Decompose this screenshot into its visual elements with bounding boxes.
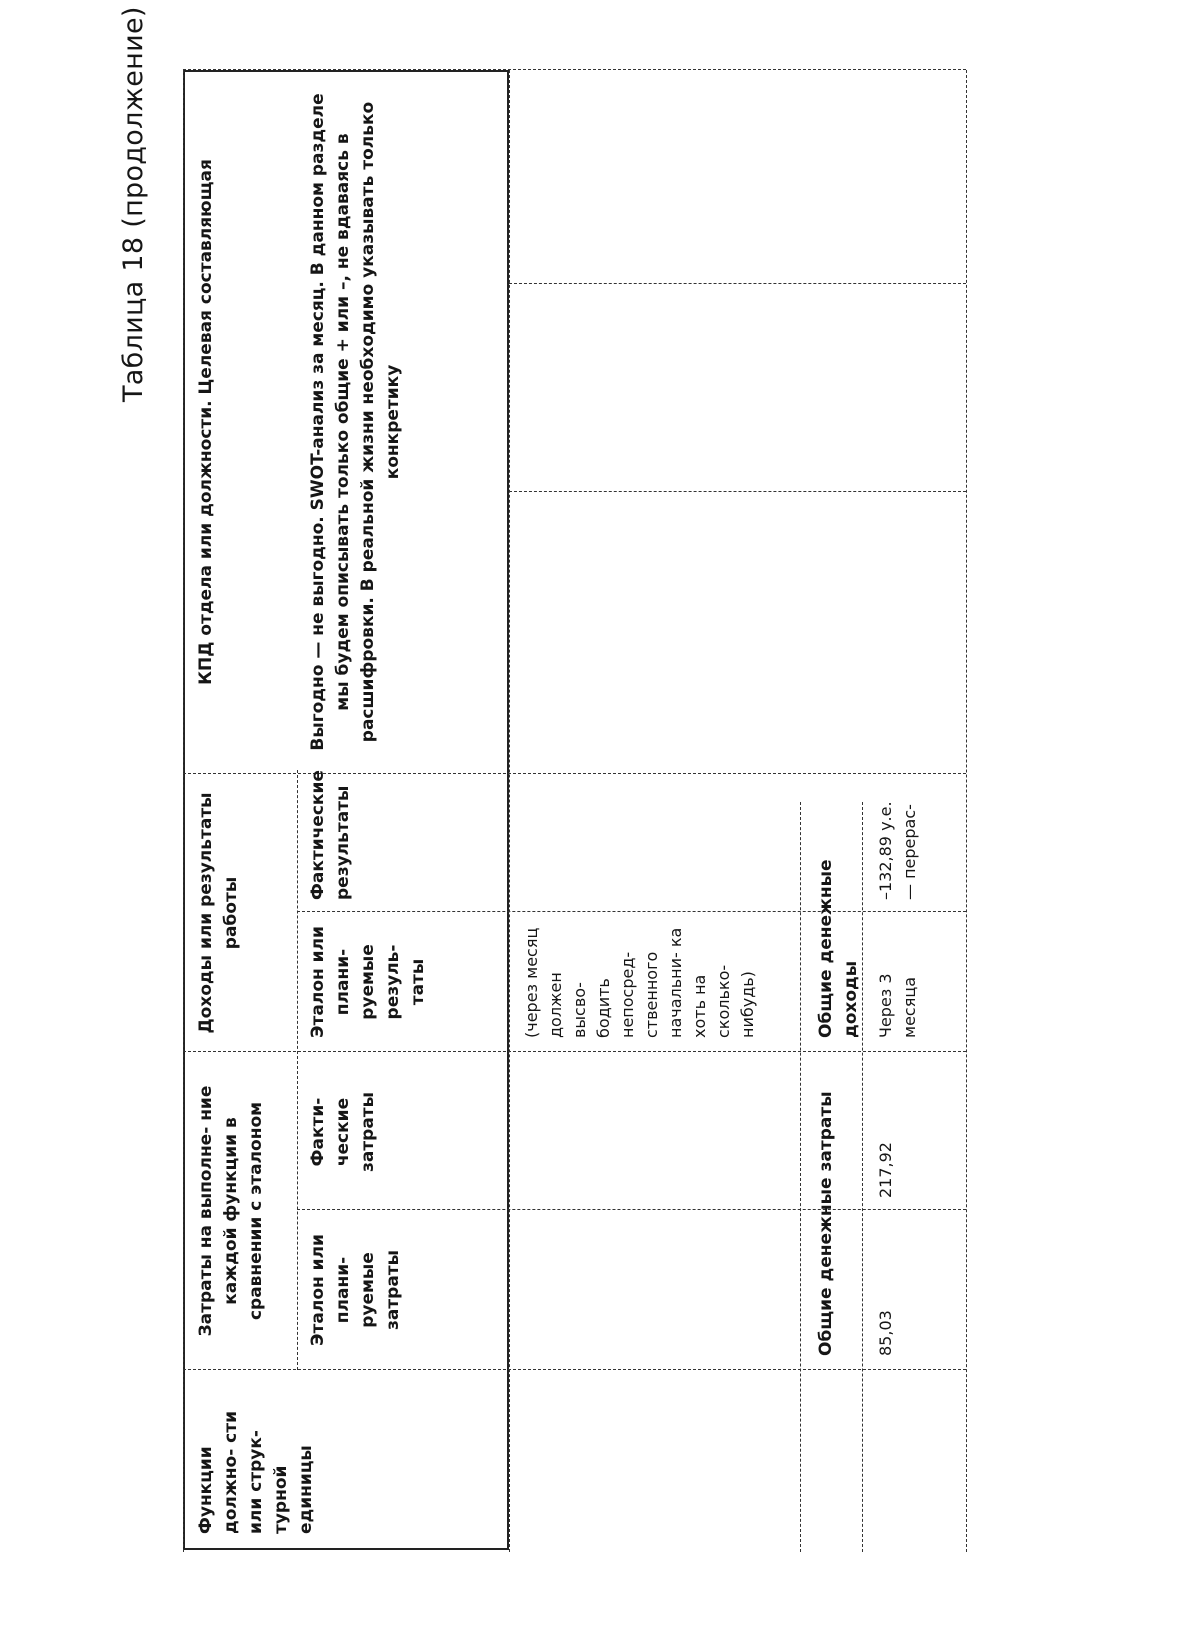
totals-income-label: Общие денежные доходы — [816, 859, 861, 1038]
table-bottom-line — [966, 70, 967, 1552]
header-note: Выгодно — не выгодно. SWOT-анализ за месяц. В данном разделе мы будем описывать только общие + или –, не вдаваясь в расшифровки. В реальной жизни необходимо указывать только конкретику — [308, 93, 403, 751]
header-kpd: КПД отдела или должности. Целевая составляющая — [196, 159, 216, 685]
table-caption: Таблица 18 (продолжение) — [118, 6, 149, 402]
col-line-3 — [183, 1051, 966, 1052]
col-line-1 — [183, 1369, 966, 1370]
header-income-actual: Фактические результаты — [308, 770, 353, 900]
header-bottom-line — [509, 70, 510, 1552]
col-line-6 — [509, 491, 966, 492]
body-bottom-line — [800, 802, 801, 1552]
header-costs-planned: Эталон или плани- руемые затраты — [308, 1234, 403, 1346]
col-line-2 — [297, 1209, 966, 1210]
value-costs-actual: 217,92 — [876, 1142, 895, 1198]
table-right-line — [183, 69, 966, 70]
header-income: Доходы или результаты работы — [196, 792, 241, 1034]
header-costs-actual: Факти- ческие затраты — [308, 1091, 378, 1173]
col-line-5 — [183, 773, 966, 774]
totals-costs-label: Общие денежные затраты — [816, 1091, 836, 1356]
value-income-actual: –132,89 у.е. — перерас- — [876, 801, 919, 900]
value-costs-planned: 85,03 — [876, 1310, 895, 1356]
col-line-7 — [509, 283, 966, 284]
subheader-line — [297, 770, 298, 1370]
header-costs: Затраты на выполне- ние каждой функции в сравнении с эталоном — [196, 1085, 266, 1337]
body-income-planned-text: (через месяц должен высво- бодить непосред- ственного начальни- ка хоть на сколько- нибудь) — [522, 927, 757, 1038]
table-top-line — [183, 70, 184, 1552]
value-income-planned: Через 3 месяца — [876, 973, 919, 1038]
header-functions: Функции должно- сти или струк- турной единицы — [196, 1410, 316, 1534]
header-income-planned: Эталон или плани- руемые резуль- таты — [308, 926, 428, 1038]
